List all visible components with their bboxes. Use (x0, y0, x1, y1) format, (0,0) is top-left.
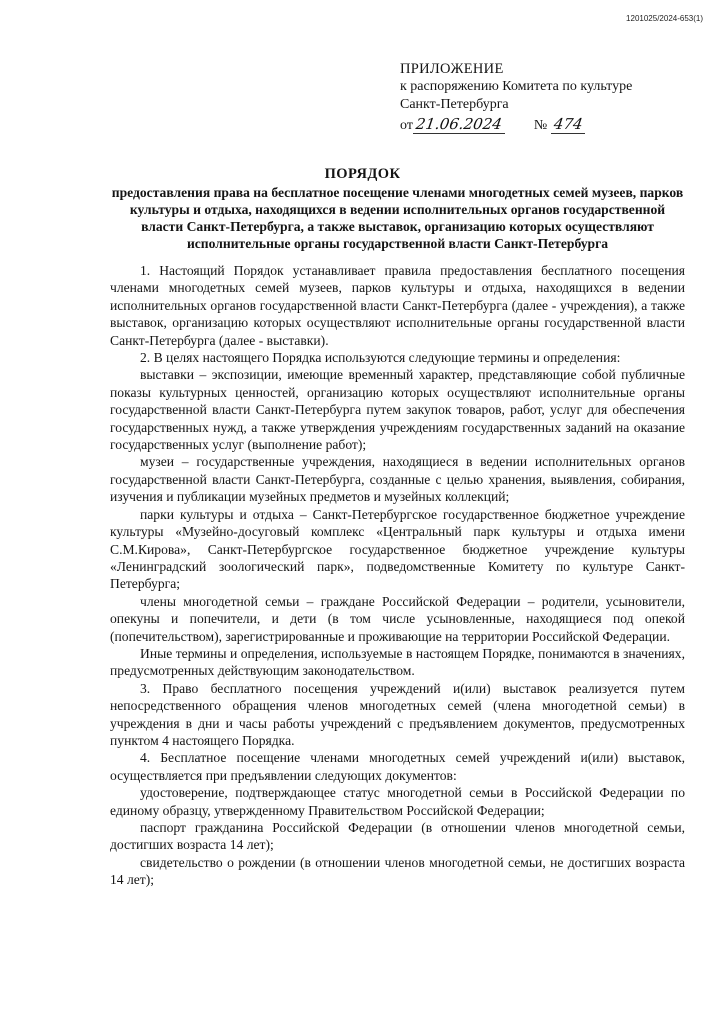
handwritten-date: 21.06.2024 (414, 115, 504, 133)
document-certificate: удостоверение, подтверждающее статус многодетной семьи в Российской Федерации по единому образцу, утвержденному Правительством Российской Федерации; (110, 785, 685, 818)
document-birth-certificate: свидетельство о рождении (в отношении членов многодетной семьи, не достигших возраста 14 лет); (110, 854, 685, 888)
definition-museums: музеи – государственные учреждения, находящиеся в ведении исполнительных органов государственной власти Санкт-Петербурга, созданные с целью хранения, выявления, собирания, изучения и публикации музейных предметов и музейных коллекций; (110, 454, 685, 505)
definition-exhibitions: выставки – экспозиции, имеющие временный характер, представляющие собой публичные показы культурных ценностей, организацию которых осуществляют исполнительные органы государственной власти Санкт-Петербурга путем закупок товаров, работ, услуг для обеспечения государственных нужд, а также утверждения учреждениям государственных заданий на оказание государственных услуг (выполнение работ); (110, 367, 685, 453)
document-body (110, 262, 685, 889)
paragraph-3: 3. Право бесплатного посещения учреждений и(или) выставок реализуется путем непосредственного обращения членов многодетных семей (члена многодетной семьи) в учреждения в дни и часы работы учреждений с предъявлением документов, предусмотренных пунктом 4 настоящего Порядка. (110, 680, 685, 748)
paragraph-4: 4. Бесплатное посещение членами многодетных семей учреждений и(или) выставок, осуществляется при предъявлении следующих документов: (110, 750, 685, 783)
appendix-block (400, 60, 700, 135)
appendix-date-line (400, 115, 700, 135)
appendix-line-1: к распоряжению Комитета по культуре (400, 79, 633, 94)
paragraph-2: 2. В целях настоящего Порядка используются следующие термины и определения: (140, 350, 621, 366)
document-passport: паспорт гражданина Российской Федерации (в отношении членов многодетной семьи, достигших возраста 14 лет); (110, 820, 685, 853)
number-prefix: № (533, 118, 548, 133)
paragraph-1: 1. Настоящий Порядок устанавливает правила предоставления бесплатного посещения членами многодетных семей музеев, парков культуры и отдыха, находящихся в ведении исполнительных органов государственной власти Санкт-Петербурга (далее - учреждения), а также выставок, организацию которых осуществляют исполнительные органы государственной власти Санкт-Петербурга (далее - выставки). (110, 263, 685, 348)
paragraph-other-terms: Иные термины и определения, используемые в настоящем Порядке, понимаются в значениях, предусмотренных действующим законодательством. (110, 645, 685, 679)
appendix-title: ПРИЛОЖЕНИЕ (400, 61, 504, 77)
document-number: 1201025/2024-653(1) (626, 14, 703, 23)
date-prefix: от (400, 118, 413, 133)
definition-parks: парки культуры и отдыха – Санкт-Петербургское государственное бюджетное учреждение культуры «Музейно-досуговый комплекс «Центральный парк культуры и отдыха имени С.М.Кирова», Санкт-Петербургское государственное бюджетное учреждение культуры «Ленинградский зоологический парк», подведомственные Комитету по культуре Санкт-Петербурга; (110, 506, 685, 592)
document-subtitle: предоставления права на бесплатное посещение членами многодетных семей музеев, парков культуры и отдыха, находящихся в ведении исполнительных органов государственной власти Санкт-Петербурга, а также выставок, организацию которых осуществляют исполнительные органы государственной власти Санкт-Петербурга (111, 185, 684, 251)
appendix-line-2: Санкт-Петербурга (400, 97, 509, 112)
document-title: ПОРЯДОК (324, 166, 401, 182)
handwritten-number: 474 (552, 115, 584, 133)
definition-family-members: члены многодетной семьи – граждане Российской Федерации – родители, усыновители, опекуны и попечители, и дети (в том числе усыновленные, находящиеся под опекой (попечительством), зарегистрированные и проживающие на территории Российской Федерации. (110, 593, 685, 644)
